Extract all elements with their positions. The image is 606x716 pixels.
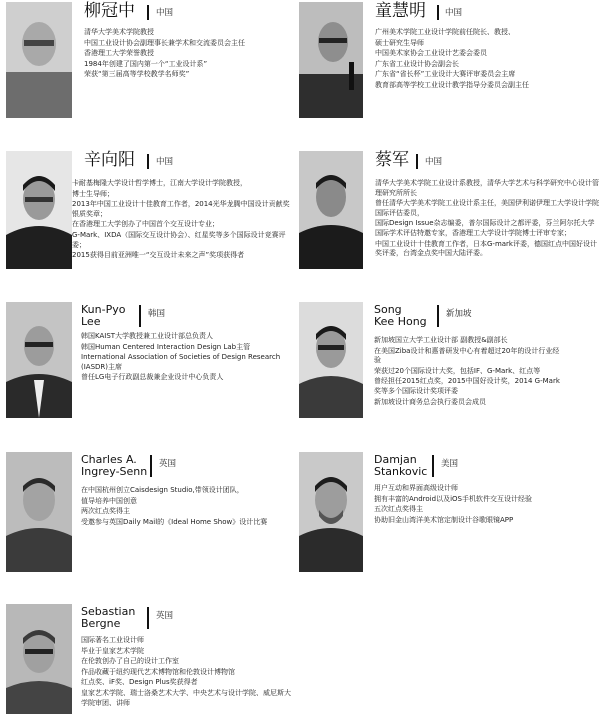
- portrait-photo: [6, 2, 72, 118]
- profile-card-kun-pyo-lee: [6, 302, 296, 420]
- bio-list: [81, 486, 293, 528]
- bio-line: 2013年中国工业设计十佳教育工作者，2014光华龙腾中国设计贡献奖银质奖章；: [72, 200, 290, 218]
- bio-line: G-Mark、IXDA（国际交互设计协会）、红星奖等多个国际设计竞赛评委；: [72, 230, 286, 249]
- bio-line: 中国工业设计十佳教育工作者，日本G-mark评委，德国红点中国好设计奖评委，台湾金点奖中国大陆评委。: [375, 239, 597, 258]
- name-line: Ingrey-Senn: [81, 465, 148, 478]
- name-line: Kee Hong: [374, 315, 427, 328]
- bio-list: [72, 179, 294, 262]
- country-label: 中国: [156, 157, 174, 167]
- country-label: 英国: [159, 459, 177, 469]
- portrait-photo: [299, 452, 363, 572]
- bio-line: International Association of Societies of Design Research (IASDR)主席: [81, 353, 281, 371]
- bio-line: 中国美术家协会工业设计艺委会委员: [375, 49, 487, 58]
- bio-list: [374, 336, 564, 408]
- bio-line: 曾任清华大学美术学院工业设计系主任，美国伊利诺伊理工大学设计学院国际评估委员，: [375, 199, 599, 217]
- bio-line: 广东省工业设计协会副会长: [375, 59, 459, 68]
- bio-line: 国际Design Issue杂志编委，普尔国际设计之都评委，芬兰阿尔托大学国际学术评估特邀专家，香港理工大学设计学院博士评审专家；: [375, 219, 595, 237]
- bio-line: 硕士研究生导师: [375, 38, 424, 47]
- person-name: 童慧明: [375, 1, 426, 21]
- bio-line: 清华大学美术学院教授: [84, 28, 154, 36]
- country-label: 韩国: [148, 309, 166, 319]
- bio-line: 两次红点奖得主: [81, 507, 130, 516]
- bio-line: 值导培养中国创意: [81, 496, 137, 505]
- profile-card-song-kee-hong: [299, 302, 603, 420]
- bio-line: 受邀参与英国Daily Mail的《Ideal Home Show》设计比赛: [81, 517, 268, 526]
- profile-card-cai: [299, 151, 603, 271]
- bio-line: 韩国KAIST大学教授兼工业设计部总负责人: [81, 332, 214, 340]
- bio-line: 在美国Ziba设计和惠普研发中心有着超过20年的设计行业经验: [374, 346, 560, 365]
- bio-line: 新加坡设计商务总会执行委员会成员: [374, 397, 486, 406]
- bio-line: 毕业于皇家艺术学院: [81, 646, 144, 655]
- country-label: 中国: [445, 8, 463, 18]
- divider-bar: [437, 5, 439, 20]
- bio-line: 曾任LG电子行政副总裁兼企业设计中心负责人: [81, 373, 224, 382]
- bio-line: 广东省“省长杯”工业设计大赛评审委员会主席: [375, 70, 516, 79]
- name-line: Bergne: [81, 617, 121, 630]
- bio-line: 作品收藏于纽约现代艺术博物馆和伦敦设计博物馆: [81, 667, 235, 676]
- profile-card-damjan-stankovic: [299, 452, 603, 574]
- bio-line: 新加坡国立大学工业设计部 副教授&副部长: [374, 336, 508, 344]
- bio-line: 曾经担任2015红点奖，2015中国好设计奖，2014 G-Mark奖等多个国际设计奖项评委: [374, 377, 560, 395]
- bio-list: [375, 179, 601, 260]
- person-name: [81, 454, 147, 478]
- divider-bar: [150, 455, 152, 477]
- name-line: Charles A.: [81, 453, 137, 466]
- portrait-photo: [6, 604, 72, 714]
- bio-list: [375, 28, 601, 92]
- person-name: [374, 454, 427, 478]
- bio-line: 在中国杭州创立Caisdesign Studio,带领设计团队，: [81, 486, 244, 494]
- bio-list: [374, 484, 600, 526]
- person-name: 蔡军: [375, 150, 409, 170]
- bio-line: 教育部高等学校工业设计教学指导分委员会副主任: [375, 80, 529, 89]
- portrait-photo: [6, 151, 72, 269]
- bio-line: 协助旧金山湾洋美术馆定制设计谷歌眼镜APP: [374, 515, 514, 524]
- bio-line: 香港理工大学荣誉教授: [84, 49, 154, 58]
- name-line: Song: [374, 303, 402, 316]
- bio-line: 红点奖、iF奖、Design Plus奖获得者: [81, 678, 198, 687]
- country-label: 英国: [156, 611, 174, 621]
- bio-line: 拥有丰富的Android以及iOS手机软件交互设计经验: [374, 494, 532, 503]
- bio-line: 博士生导师；: [72, 189, 114, 198]
- profile-card-xin: [6, 151, 296, 271]
- country-label: 新加坡: [446, 309, 472, 319]
- bio-line: 国际著名工业设计师: [81, 636, 144, 644]
- person-name: 辛向阳: [84, 150, 135, 170]
- bio-line: 皇家艺术学院、瑞士洛桑艺术大学、中央艺术与设计学院、威尼斯大学院审团、讲师: [81, 688, 291, 707]
- portrait-photo: [299, 151, 363, 269]
- bio-line: 清华大学美术学院工业设计系教授，清华大学艺术与科学研究中心设计管理研究所所长: [375, 179, 599, 197]
- profile-card-charles-ingrey-senn: [6, 452, 296, 574]
- country-label: 中国: [156, 8, 174, 18]
- bio-line: 韩国Human Centered Interaction Design Lab主管: [81, 342, 251, 351]
- bio-line: 在伦敦创办了自己的设计工作室: [81, 657, 179, 666]
- bio-line: 在香港理工大学创办了中国首个交互设计专业；: [72, 220, 219, 229]
- country-label: 中国: [425, 157, 443, 167]
- divider-bar: [437, 305, 439, 327]
- divider-bar: [416, 154, 418, 169]
- portrait-photo: [299, 302, 363, 418]
- profile-card-tong: [299, 2, 603, 120]
- bio-list: [81, 332, 287, 384]
- divider-bar: [147, 5, 149, 20]
- bio-line: 五次红点奖得主: [374, 505, 423, 514]
- bio-line: 卡耐基梅隆大学设计哲学博士，江南大学设计学院教授，: [72, 179, 247, 187]
- divider-bar: [147, 607, 149, 629]
- divider-bar: [147, 154, 149, 169]
- bio-line: 荣获“第三届高等学校教学名师奖”: [84, 70, 190, 79]
- profile-card-sebastian-bergne: [6, 604, 296, 714]
- name-line: Kun-Pyo: [81, 303, 126, 316]
- name-line: Lee: [81, 315, 101, 328]
- bio-line: 1984年创建了国内第一个“工业设计系”: [84, 59, 208, 68]
- country-label: 美国: [441, 459, 459, 469]
- portrait-photo: [6, 452, 72, 572]
- profile-card-liu: [6, 2, 296, 120]
- portrait-photo: [299, 2, 363, 118]
- person-name: 柳冠中: [84, 1, 135, 21]
- bio-list: [84, 28, 292, 81]
- bio-line: 广州美术学院工业设计学院前任院长、教授、: [375, 28, 515, 36]
- bio-line: 2015获得目前亚洲唯一“交互设计未来之声”奖项获得者: [72, 251, 245, 260]
- name-line: Sebastian: [81, 605, 136, 618]
- divider-bar: [432, 455, 434, 477]
- person-name: [374, 304, 427, 328]
- person-name: [81, 304, 125, 328]
- portrait-photo: [6, 302, 72, 418]
- person-name: [81, 606, 135, 630]
- bio-line: 荣获过20个国际设计大奖，包括IF、G-Mark、红点等: [374, 366, 541, 375]
- divider-bar: [139, 305, 141, 327]
- bio-line: 中国工业设计协会副理事长兼学术和交流委员会主任: [84, 38, 245, 47]
- name-line: Damjan: [374, 453, 417, 466]
- name-line: Stankovic: [374, 465, 428, 478]
- bio-line: 用户互动和界面高级设计师: [374, 484, 458, 492]
- bio-list: [81, 636, 291, 709]
